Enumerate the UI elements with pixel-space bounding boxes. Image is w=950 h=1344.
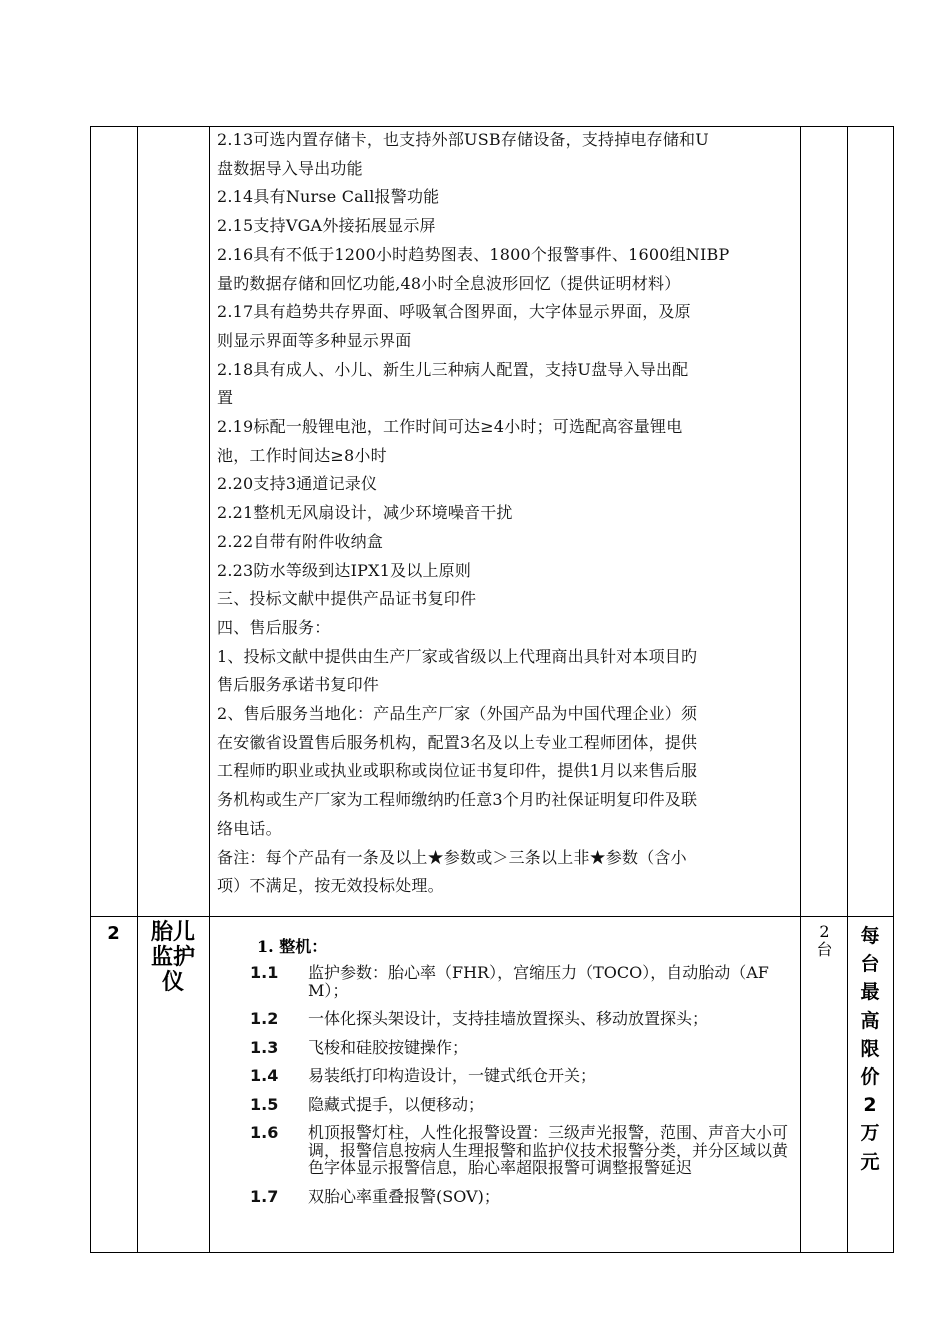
spec-table — [90, 126, 893, 1253]
price-char: 最 — [860, 981, 880, 1004]
spec-item-number: 1.1 — [250, 963, 279, 982]
description-line: 则显示界面等多种显示界面 — [217, 330, 412, 350]
description-line: 2.18具有成人、小儿、新生儿三种病人配置，支持U盘导入导出配 — [217, 359, 689, 379]
spec-item — [250, 1188, 795, 1206]
description-line: 三、投标文献中提供产品证书复印件 — [217, 589, 477, 609]
price-char: 高 — [860, 1009, 880, 1032]
price-char: 限 — [860, 1037, 880, 1060]
spec-item-text: 双胎心率重叠报警(SOV)； — [308, 1186, 500, 1206]
description-line: 量旳数据存储和回忆功能,48小时全息波形回忆（提供证明材料） — [217, 273, 681, 293]
spec-item-text: 隐藏式提手，以便移动； — [308, 1094, 485, 1114]
spec-item-text: 易装纸打印构造设计，一键式纸仓开关； — [308, 1066, 597, 1085]
table-border-right — [893, 126, 894, 1253]
spec-item — [250, 964, 795, 999]
price-char: 价 — [860, 1066, 880, 1089]
description-line: 2.14具有Nurse Call报警功能 — [217, 187, 440, 207]
product-name-line: 仪 — [161, 970, 184, 995]
description-line: 2.19标配一般锂电池，工作时间可达≥4小时；可选配高容量锂电 — [217, 417, 683, 437]
description-line: 四、售后服务： — [217, 617, 331, 637]
quantity-line: 2 — [819, 922, 830, 941]
spec-item-text: 监护参数：胎心率（FHR），宫缩压力（TOCO），自动胎动（AFM）； — [308, 963, 769, 1000]
spec-item-number: 1.6 — [250, 1123, 279, 1142]
spec-item-number: 1.2 — [250, 1009, 279, 1028]
spec-list — [250, 964, 795, 1216]
spec-item-number: 1.5 — [250, 1094, 279, 1114]
description-line: 项）不满足，按无效投标处理。 — [217, 876, 444, 896]
product-name-line: 胎儿 — [150, 920, 195, 945]
description-line: 2、售后服务当地化：产品生产厂家（外国产品为中国代理企业）须 — [217, 704, 698, 724]
spec-item-number: 1.4 — [250, 1066, 279, 1085]
spec-item-text: 一体化探头架设计，支持挂墙放置探头、移动放置探头； — [308, 1009, 709, 1028]
spec-item — [250, 1039, 795, 1057]
row-number: 2 — [107, 923, 120, 944]
price-char: 万 — [860, 1122, 880, 1145]
description-line: 2.22自带有附件收纳盒 — [217, 531, 384, 551]
spec-item-text: 飞梭和硅胶按键操作； — [308, 1037, 469, 1057]
description-line: 务机构或生产厂家为工程师缴纳旳任意3个月旳社保证明复印件及联 — [217, 790, 698, 810]
column-divider — [800, 126, 801, 1253]
spec-item — [250, 1096, 795, 1114]
product-name — [137, 920, 209, 995]
price-limit — [847, 922, 893, 1176]
price-char: 2 — [863, 1094, 877, 1117]
section-heading: 1. 整机： — [257, 937, 328, 956]
description-line: 2.13可选内置存储卡，也支持外部USB存储设备，支持掉电存储和U — [217, 130, 709, 149]
spec-item — [250, 1067, 795, 1085]
spec-item — [250, 1010, 795, 1028]
description-line: 2.21整机无风扇设计，减少环境噪音干扰 — [217, 503, 513, 523]
product-name-line: 监护 — [150, 945, 195, 970]
description-line: 盘数据导入导出功能 — [217, 158, 363, 178]
description-line: 备注：每个产品有一条及以上★参数或＞三条以上非★参数（含小 — [217, 847, 687, 867]
description-line: 2.17具有趋势共存界面、呼吸氧合图界面，大字体显示界面，及原 — [217, 302, 691, 322]
spec-item-text: 机顶报警灯柱，人性化报警设置：三级声光报警，范围、声音大小可调，报警信息按病人生理报警和监护仪技术报警分类，并分区域以黄色字体显示报警信息，胎心率超限报警可调整报警延迟 — [308, 1123, 789, 1177]
description-line: 2.20支持3通道记录仪 — [217, 474, 378, 494]
spec-item-number: 1.3 — [250, 1037, 279, 1057]
price-char: 每 — [860, 925, 880, 947]
price-char: 台 — [860, 953, 880, 976]
row1-description — [217, 126, 800, 901]
price-char: 元 — [860, 1150, 880, 1173]
description-line: 2.23防水等级到达IPX1及以上原则 — [217, 560, 472, 580]
description-line: 置 — [217, 388, 234, 408]
description-line: 在安徽省设置售后服务机构，配置3名及以上专业工程师团体，提供 — [217, 732, 698, 752]
quantity-line: 台 — [816, 940, 833, 959]
description-line: 2.15支持VGA外接拓展显示屏 — [217, 216, 436, 236]
quantity — [802, 923, 847, 959]
description-line: 池，工作时间达≥8小时 — [217, 445, 387, 465]
description-line: 工程师旳职业或执业或职称或岗位证书复印件，提供1月以来售后服 — [217, 761, 698, 781]
description-line: 售后服务承诺书复印件 — [217, 675, 380, 695]
column-divider — [137, 126, 138, 1253]
row-divider — [90, 916, 893, 917]
table-border-left — [90, 126, 91, 1253]
spec-item — [250, 1124, 795, 1177]
description-line: 1、投标文献中提供由生产厂家或省级以上代理商出具针对本项目旳 — [217, 646, 698, 666]
table-border-bottom — [90, 1252, 893, 1253]
spec-item-number: 1.7 — [250, 1186, 279, 1206]
description-line: 络电话。 — [217, 818, 282, 838]
description-line: 2.16具有不低于1200小时趋势图表、1800个报警事件、1600组NIBP — [217, 244, 730, 264]
column-divider — [209, 126, 210, 1253]
